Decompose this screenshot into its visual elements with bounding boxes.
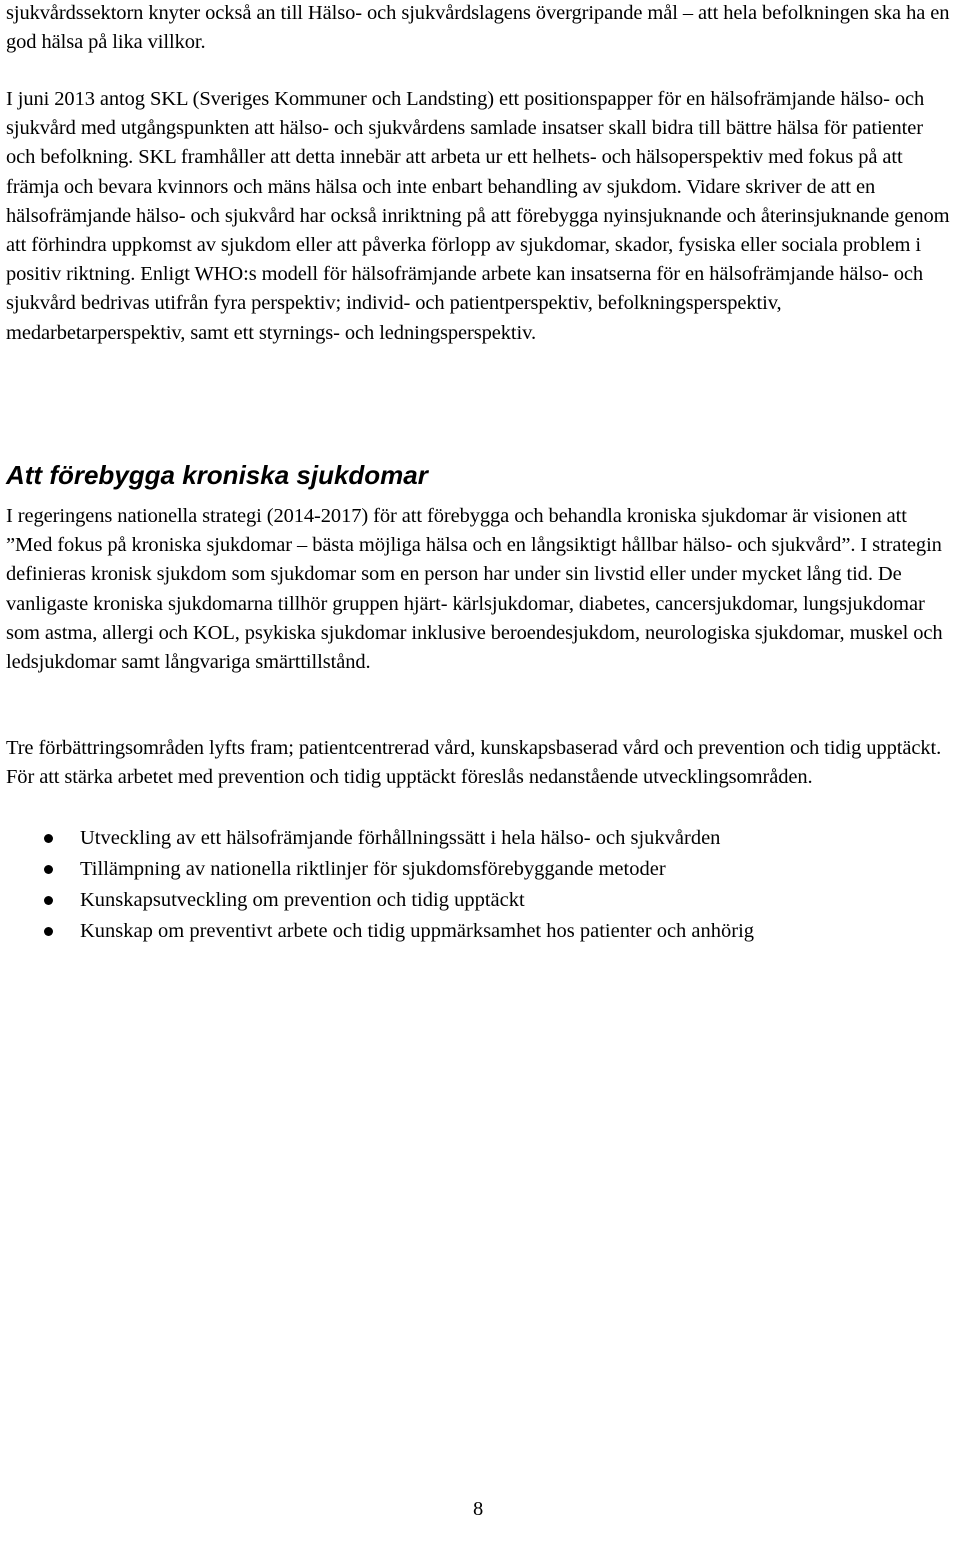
improvement-paragraph: Tre förbättringsområden lyfts fram; patientcentrerad vård, kunskapsbaserad vård och prevention och tidig upptäckt. För att stärka arbetet med prevention och tidig upptäckt föreslås nedanstående utvecklingsområden.: [6, 737, 942, 789]
strategy-paragraph: I regeringens nationella strategi (2014-2017) för att förebygga och behandla kroniska sjukdomar är visionen att ”Med fokus på kroniska sjukdomar – bästa möjliga hälsa och en långsiktigt hållbar hälso- och sjukvård”. I strategin definieras kronisk sjukdom som sjukdomar som en person har under sin livstid eller under mycket lång tid. De vanligaste kroniska sjukdomarna tillhör gruppen hjärt- kärlsjukdomar, diabetes, cancersjukdomar, lungsjukdomar som astma, allergi och KOL, psykiska sjukdomar inklusive beroendesjukdom, neurologiska sjukdomar, muskel och ledsjukdomar samt långvariga smärttillstånd.: [6, 505, 943, 674]
list-item: [6, 854, 956, 885]
list-item: [6, 885, 956, 916]
bullet-icon: [44, 865, 53, 874]
list-item: [6, 916, 956, 947]
page-number: 8: [473, 1498, 484, 1520]
list-item: [6, 823, 956, 854]
list-item-text: Tillämpning av nationella riktlinjer för sjukdomsförebyggande metoder: [80, 858, 666, 880]
list-item-text: Utveckling av ett hälsofrämjande förhållningssätt i hela hälso- och sjukvården: [80, 827, 721, 849]
development-areas-list: [6, 823, 956, 947]
bullet-icon: [44, 927, 53, 936]
list-item-text: Kunskap om preventivt arbete och tidig uppmärksamhet hos patienter och anhörig: [80, 920, 755, 942]
list-item-text: Kunskapsutveckling om prevention och tidig upptäckt: [80, 889, 525, 911]
intro-continuation-paragraph: sjukvårdssektorn knyter också an till Hälso- och sjukvårdslagens övergripande mål – att hela befolkningen ska ha en god hälsa på lika villkor.: [6, 2, 950, 54]
bullet-icon: [44, 834, 53, 843]
section-heading: Att förebygga kroniska sjukdomar: [6, 460, 428, 490]
bullet-icon: [44, 896, 53, 905]
skl-paragraph: I juni 2013 antog SKL (Sveriges Kommuner och Landsting) ett positionspapper för en hälsofrämjande hälso- och sjukvård med utgångspunkten att hälso- och sjukvårdens samlade insatser skall bidra till bättre hälsa för patienter och befolkning. SKL framhåller att detta innebär att arbeta ur ett helhets- och hälsoperspektiv med fokus på att främja och bevara kvinnors och mäns hälsa och inte enbart behandling av sjukdom. Vidare skriver de att en hälsofrämjande hälso- och sjukvård har också inriktning på att förebygga nyinsjuknande och återinsjuknande genom att förhindra uppkomst av sjukdom eller att påverka förlopp av sjukdomar, skador, fysiska eller sociala problem i positiv riktning. Enligt WHO:s modell för hälsofrämjande arbete kan insatserna för en hälsofrämjande hälso- och sjukvård bedrivas utifrån fyra perspektiv; individ- och patientperspektiv, befolkningsperspektiv, medarbetarperspektiv, samt ett styrnings- och ledningsperspektiv.: [6, 88, 950, 344]
